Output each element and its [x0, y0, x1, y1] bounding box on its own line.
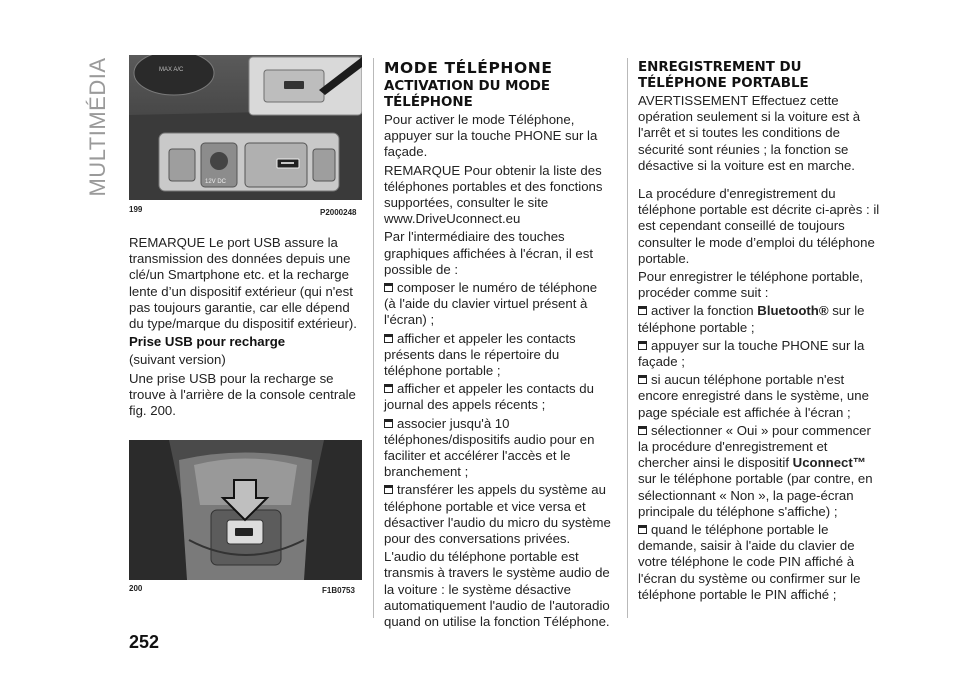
activation-subtitle: ACTIVATION DU MODE TÉLÉPHONE [384, 79, 551, 110]
gauge-label: MAX A/C [159, 67, 184, 73]
section-label [86, 52, 110, 202]
usb-port-illustration [129, 55, 362, 200]
procedure-intro: Pour enregistrer le téléphone portable, procéder comme suit : [638, 269, 864, 301]
list-item: sélectionner « Oui » pour commencer la procédure d'enregistrement et chercher ainsi le dispositif Uconnect™ sur le téléphone portable (par contre, en sélectionnant « Non », la page-écran principale du téléphone s'affiche) ; [638, 422, 873, 519]
panel-label: 12V DC [205, 179, 227, 185]
bullet-icon [384, 384, 393, 393]
figure-199-code: P2000248 [320, 208, 357, 217]
list-item: associer jusqu'à 10 téléphones/dispositifs audio pour en faciliter et accélérer l'accès et le branchement ; [384, 415, 595, 480]
prise-usb-text: Une prise USB pour la recharge se trouve à l'arrière de la console centrale fig. 200. [129, 370, 356, 419]
enregistrement-title: ENREGISTREMENT DU TÉLÉPHONE PORTABLE [638, 60, 809, 91]
audio-text: L'audio du téléphone portable est transmis à travers le système audio de la voiture : le système désactive automatiquement l'audio de l'autoradio quand on utilise la fonction Téléphone. [384, 549, 610, 630]
column-2 [384, 60, 612, 632]
prise-usb-subtitle: (suivant version) [129, 352, 226, 368]
procedure-text: La procédure d'enregistrement du téléphone portable est décrite ci-après : il est cependant conseillé de toujours consulter le mode d’emploi du téléphone portable. [638, 186, 880, 266]
figure-200-code: F1B0753 [322, 586, 355, 595]
touches-intro: Par l'intermédiaire des touches graphiques affichées à l'écran, il est possible de : [384, 229, 594, 277]
bullet-icon [384, 334, 393, 343]
console-usb-illustration [129, 440, 362, 580]
list-item: appuyer sur la touche PHONE sur la façade ; [638, 337, 865, 370]
column-3 [638, 60, 880, 605]
bullet-icon [638, 341, 647, 350]
column-1 [129, 235, 365, 421]
prise-usb-title: Prise USB pour recharge [129, 334, 286, 350]
bullet-icon [384, 283, 393, 292]
figure-200-console-usb [129, 440, 362, 580]
mode-telephone-title: MODE TÉLÉPHONE [384, 59, 553, 77]
figure-199-number: 199 [129, 205, 143, 214]
section-label-text: MULTIMÉDIA [85, 57, 110, 197]
list-item: afficher et appeler les contacts présents dans le répertoire du téléphone portable ; [384, 330, 576, 379]
list-item: afficher et appeler les contacts du journal des appels récents ; [384, 381, 594, 413]
page-number: 252 [129, 632, 160, 652]
bullet-icon [638, 375, 647, 384]
bullet-icon [638, 306, 647, 315]
activation-text: Pour activer le mode Téléphone, appuyer sur la touche PHONE sur la façade. [384, 112, 598, 160]
column-divider-2 [627, 58, 628, 618]
column-divider-1 [373, 58, 374, 618]
list-item: activer la fonction Bluetooth® sur le téléphone portable ; [638, 303, 865, 335]
bullet-icon [384, 485, 393, 494]
list-item: composer le numéro de téléphone (à l'aide du clavier virtuel présent à l'écran) ; [384, 280, 598, 328]
list-item: transférer les appels du système au téléphone portable et vice versa et désactiver l'audio du micro du système pour des conversations privées. [384, 482, 611, 547]
remarque-liste: REMARQUE Pour obtenir la liste des téléphones portables et des fonctions supportées, consulter le site www.DriveUconnect.eu [384, 162, 603, 227]
avertissement: AVERTISSEMENT Effectuez cette opération seulement si la voiture est à l'arrêt et si toutes les conditions de sécurité sont réunies ; la fonction se désactive si la voiture est en marche. [638, 93, 861, 173]
bullet-icon [384, 419, 393, 428]
list-item: si aucun téléphone portable n'est encore enregistré dans le système, une page spéciale est affichée à l'écran ; [638, 372, 869, 420]
figure-199-usb-port [129, 55, 362, 200]
figure-200-number: 200 [129, 584, 143, 593]
usb-remarque: REMARQUE Le port USB assure la transmission des données depuis une clé/un Smartphone etc. et la recharge lente d’un dispositif extérieur (qui n'est pas toujours garantie, car elle dépend du type/marque du dispositif extérieur). [129, 235, 357, 332]
list-item: quand le téléphone portable le demande, saisir à l'aide du clavier de votre téléphone le code PIN affiché à l'écran du système ou confirmer sur le téléphone portable le PIN affiché ; [638, 522, 861, 602]
bullet-icon [638, 426, 647, 435]
bullet-icon [638, 525, 647, 534]
